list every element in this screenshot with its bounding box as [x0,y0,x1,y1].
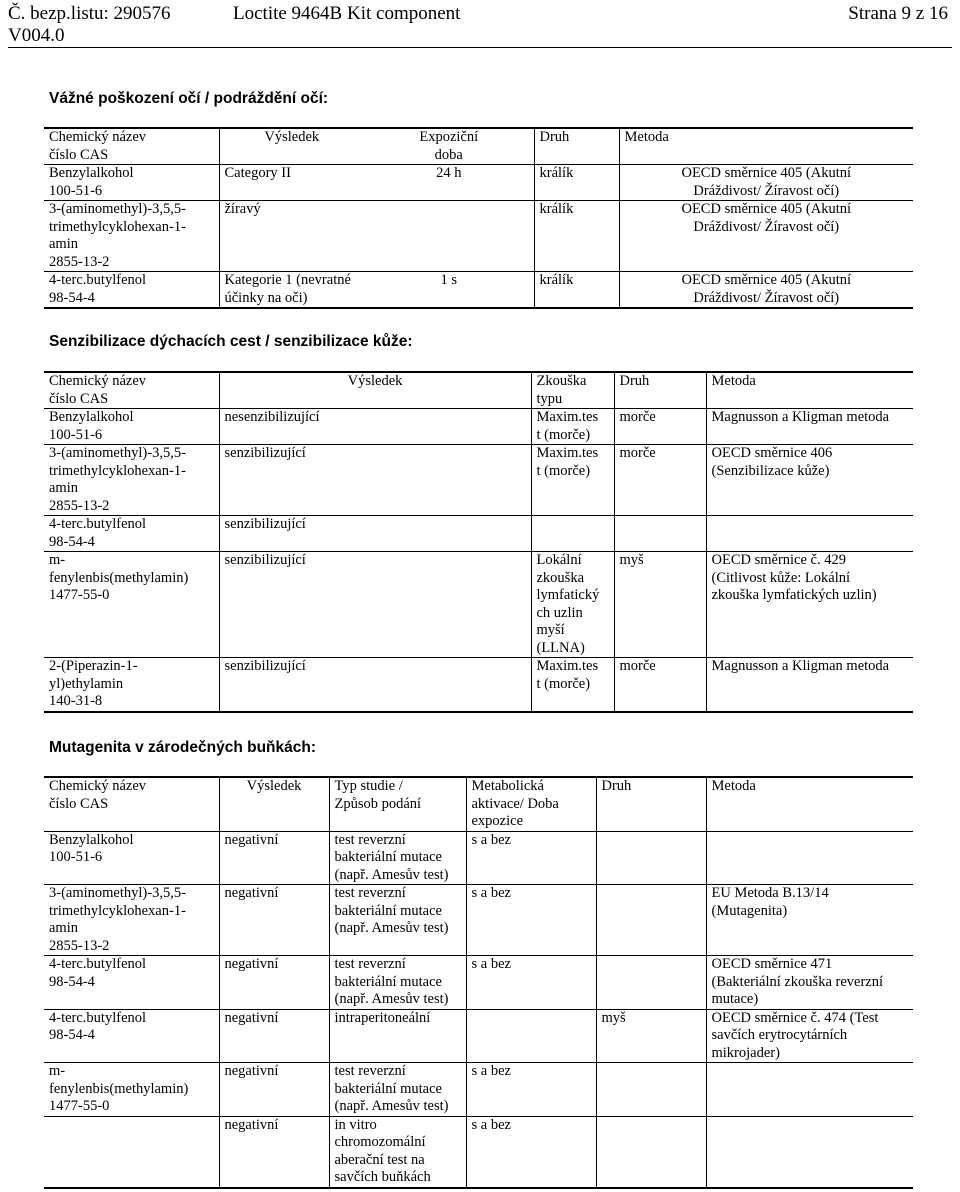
cell-chemical-line: m- [49,552,66,568]
cell-species: králík [534,201,619,272]
cell-species: morče [614,409,706,445]
cell-method-line: Dráždivost/ Žíravost očí) [693,289,840,306]
cell-chemical-line: 2855-13-2 [49,937,110,954]
cell-species: morče [614,445,706,516]
cell-chemical-line: trimethylcyklohexan-1- [49,902,186,919]
cell-study-type-line: (např. Amesův test) [334,991,449,1007]
cell-metabolic-activation: s a bez [466,1063,596,1117]
table-row [44,409,913,445]
table-header-row [44,777,913,831]
column-header-species: Druh [614,372,706,409]
cell-chemical-line: amin [49,480,78,496]
cell-method-line: OECD směrnice 471 [711,956,833,972]
cell-method-line: Magnusson a Kligman metoda [711,409,890,425]
column-header-species: Druh [534,128,619,165]
table-header-row [44,128,913,165]
cell-study-type-line: test reverzní [334,956,406,972]
cell-method-line: OECD směrnice 405 (Akutní [681,165,852,181]
cell-method-line: OECD směrnice č. 474 (Test [711,1009,879,1026]
cell-result: Category II [219,165,364,201]
column-header-method: Metoda [706,372,913,409]
column-header-method: Metoda [706,777,913,831]
cell-test-type-line: zkouška [536,569,585,586]
cell-method-line: zkouška lymfatických uzlin) [711,587,877,603]
cell-study-type-line: aberační test na [334,1151,425,1168]
header-divider [8,47,952,48]
cell-chemical-line: 100-51-6 [49,849,103,865]
cell-test-type-line: Maxim.tes [536,409,599,425]
cell-exposure [364,201,534,272]
cell-test-type-line: t (morče) [536,462,591,479]
cell-method-line: Dráždivost/ Žíravost očí) [693,182,840,199]
column-header-method: Metoda [619,128,913,165]
cell-method [706,831,913,885]
cell-species: myš [614,552,706,658]
cell-result: negativní [219,885,329,956]
eye-irritation-table [44,127,913,309]
cell-result: senzibilizující [219,658,531,712]
cell-test-type [531,658,614,712]
cell-test-type-line: (LLNA) [536,639,585,656]
cell-method [706,1063,913,1117]
cell-method-line: Dráždivost/ Žíravost očí) [693,218,840,235]
cell-test-type-line: Maxim.tes [536,445,599,461]
cell-chemical [44,885,219,956]
cell-method [619,165,913,201]
cell-chemical [44,272,219,309]
cell-chemical-line: 100-51-6 [49,182,103,199]
doc-version: V004.0 [8,25,65,46]
cell-result: Kategorie 1 (nevratné účinky na oči) [219,272,364,309]
cell-chemical-line: Benzylalkohol [49,831,134,848]
cell-species [596,1063,706,1117]
cell-species [596,956,706,1010]
cell-exposure: 24 h [364,165,534,201]
cell-study-type [329,885,466,956]
cell-chemical-line: Benzylalkohol [49,165,134,181]
table-row [44,1063,913,1117]
cell-method-line: OECD směrnice 405 (Akutní [681,272,852,288]
cell-study-type-line: (např. Amesův test) [334,866,449,883]
cell-study-type-line: bakteriální mutace [334,973,442,990]
product-name: Loctite 9464B Kit component [233,3,461,24]
cell-method-line: savčích erytrocytárních [711,1027,848,1043]
cell-chemical [44,956,219,1010]
cell-study-type [329,1116,466,1188]
cell-result: žíravý [219,201,364,272]
cell-result: negativní [219,1063,329,1117]
cell-chemical [44,831,219,885]
cell-chemical-line: 98-54-4 [49,289,95,306]
cell-chemical [44,201,219,272]
cell-metabolic-activation: s a bez [466,831,596,885]
cell-test-type-line: ch uzlin [536,604,583,621]
section-title-sensitization: Senzibilizace dýchacích cest / senzibilizace kůže: [49,333,413,350]
cell-chemical-line: 98-54-4 [49,1027,95,1043]
cell-test-type [531,516,614,552]
cell-chemical-line: 1477-55-0 [49,1098,110,1114]
cell-chemical-line: 4-terc.butylfenol [49,956,147,972]
mutagenicity-rows [44,831,913,1188]
cell-chemical [44,552,219,658]
cell-metabolic-activation: s a bez [466,956,596,1010]
cell-method-line: (Mutagenita) [711,902,788,919]
cell-chemical-line: 3-(aminomethyl)-3,5,5- [49,445,186,461]
cell-chemical-line: 98-54-4 [49,973,95,990]
cell-exposure: 1 s [364,272,534,309]
cell-method-line: (Citlivost kůže: Lokální [711,569,851,586]
column-header-study-type: Typ studie / Způsob podání [329,777,466,831]
cell-species: morče [614,658,706,712]
cell-chemical-line: 4-terc.butylfenol [49,516,147,532]
cell-species [596,885,706,956]
column-header-species: Druh [596,777,706,831]
cell-method [619,201,913,272]
cell-chemical-line: 3-(aminomethyl)-3,5,5- [49,885,186,901]
cell-test-type-line: t (morče) [536,675,591,692]
cell-method [706,516,913,552]
cell-study-type-line: bakteriální mutace [334,849,442,865]
cell-test-type-line: Maxim.tes [536,658,599,674]
cell-method-line: OECD směrnice 406 [711,445,833,461]
cell-study-type-line: (např. Amesův test) [334,1098,449,1114]
cell-test-type [531,445,614,516]
cell-chemical [44,516,219,552]
column-header-test-type: Zkouška typu [531,372,614,409]
cell-method-line: mikrojader) [711,1044,780,1061]
cell-metabolic-activation [466,1009,596,1063]
cell-study-type [329,1063,466,1117]
cell-method [619,272,913,309]
cell-metabolic-activation: s a bez [466,885,596,956]
mutagenicity-table [44,776,913,1189]
column-header-result: Výsledek [219,372,531,409]
table-row [44,272,913,309]
cell-chemical-line: 2855-13-2 [49,253,110,270]
cell-result: senzibilizující [219,552,531,658]
column-header-result: Výsledek [219,128,364,165]
doc-number: Č. bezp.listu: 290576 [8,3,171,24]
cell-study-type [329,1009,466,1063]
cell-chemical-line: 98-54-4 [49,533,95,550]
column-header-result: Výsledek [219,777,329,831]
column-header-chem: Chemický název číslo CAS [44,128,219,165]
cell-method [706,956,913,1010]
table-row [44,1009,913,1063]
column-header-exposure: Expoziční doba [364,128,534,165]
cell-test-type [531,409,614,445]
cell-study-type-line: bakteriální mutace [334,1080,442,1097]
cell-species [596,831,706,885]
cell-result: negativní [219,831,329,885]
cell-test-type-line: myší [536,622,565,638]
cell-test-type-line: t (morče) [536,426,591,443]
cell-method [706,409,913,445]
cell-method [706,658,913,712]
table-row [44,658,913,712]
cell-method-line: mutace) [711,991,759,1007]
cell-chemical [44,445,219,516]
page-number: Strana 9 z 16 [848,3,948,24]
cell-study-type-line: savčích buňkách [334,1169,431,1185]
table-row [44,1116,913,1188]
table-row [44,516,913,552]
column-header-metabolic-activation: Metabolická aktivace/ Doba expozice [466,777,596,831]
cell-study-type [329,956,466,1010]
cell-study-type-line: test reverzní [334,885,406,901]
cell-chemical-line: amin [49,236,78,252]
cell-study-type-line: in vitro [334,1116,377,1133]
cell-method-line: Magnusson a Kligman metoda [711,658,890,674]
cell-study-type-line: test reverzní [334,1063,406,1079]
cell-result: negativní [219,1009,329,1063]
cell-chemical-line: 2-(Piperazin-1- [49,658,138,674]
cell-method [706,885,913,956]
table-header-row [44,372,913,409]
cell-chemical-line: 100-51-6 [49,426,103,443]
column-header-chem: Chemický název číslo CAS [44,777,219,831]
cell-chemical [44,1116,219,1188]
cell-study-type [329,831,466,885]
table-row [44,445,913,516]
cell-chemical-line: 1477-55-0 [49,587,110,603]
cell-chemical [44,409,219,445]
cell-chemical-line: 4-terc.butylfenol [49,272,147,288]
cell-chemical-line: trimethylcyklohexan-1- [49,462,186,479]
cell-chemical-line: fenylenbis(methylamin) [49,1080,189,1097]
cell-study-type-line: intraperitoneální [334,1009,431,1026]
cell-test-type-line: Lokální [536,552,582,568]
cell-method [706,1116,913,1188]
cell-chemical-line: fenylenbis(methylamin) [49,569,189,586]
cell-method-line: (Bakteriální zkouška reverzní [711,973,884,990]
column-header-chem: Chemický název číslo CAS [44,372,219,409]
table-row [44,552,913,658]
cell-chemical-line: yl)ethylamin [49,675,124,692]
cell-study-type-line: chromozomální [334,1134,426,1150]
cell-method-line: (Senzibilizace kůže) [711,462,830,479]
cell-study-type-line: (např. Amesův test) [334,920,449,936]
cell-species [596,1116,706,1188]
cell-method [706,445,913,516]
cell-result: negativní [219,1116,329,1188]
table-row [44,201,913,272]
table-row [44,165,913,201]
cell-test-type [531,552,614,658]
cell-species [614,516,706,552]
cell-method-line: OECD směrnice 405 (Akutní [681,201,852,217]
cell-chemical-line: 4-terc.butylfenol [49,1009,147,1026]
section-title-mutagenicity: Mutagenita v zárodečných buňkách: [49,739,316,756]
section-title-eye-irritation: Vážné poškození očí / podráždění očí: [49,90,329,107]
cell-chemical-line: trimethylcyklohexan-1- [49,218,186,235]
cell-chemical-line: amin [49,920,78,936]
cell-species: myš [596,1009,706,1063]
cell-chemical [44,165,219,201]
cell-chemical-line: 2855-13-2 [49,497,110,514]
table-row [44,956,913,1010]
cell-result: senzibilizující [219,516,531,552]
sensitization-table [44,371,913,713]
cell-chemical-line: m- [49,1063,66,1079]
cell-result: negativní [219,956,329,1010]
page-header [8,3,952,47]
cell-chemical [44,1009,219,1063]
cell-chemical-line: Benzylalkohol [49,409,134,425]
cell-species: králík [534,165,619,201]
cell-species: králík [534,272,619,309]
cell-chemical [44,1063,219,1117]
cell-result: nesenzibilizující [219,409,531,445]
cell-metabolic-activation: s a bez [466,1116,596,1188]
cell-result: senzibilizující [219,445,531,516]
cell-chemical-line: 3-(aminomethyl)-3,5,5- [49,201,186,217]
cell-method [706,552,913,658]
eye-irritation-rows [44,165,913,309]
cell-chemical-line: 140-31-8 [49,693,103,709]
cell-method-line: OECD směrnice č. 429 [711,552,846,568]
cell-method [706,1009,913,1063]
cell-study-type-line: test reverzní [334,831,406,848]
cell-study-type-line: bakteriální mutace [334,902,442,919]
cell-method-line: EU Metoda B.13/14 [711,885,829,901]
table-row [44,885,913,956]
cell-chemical [44,658,219,712]
sensitization-rows [44,409,913,712]
cell-test-type-line: lymfatický [536,587,600,603]
table-row [44,831,913,885]
